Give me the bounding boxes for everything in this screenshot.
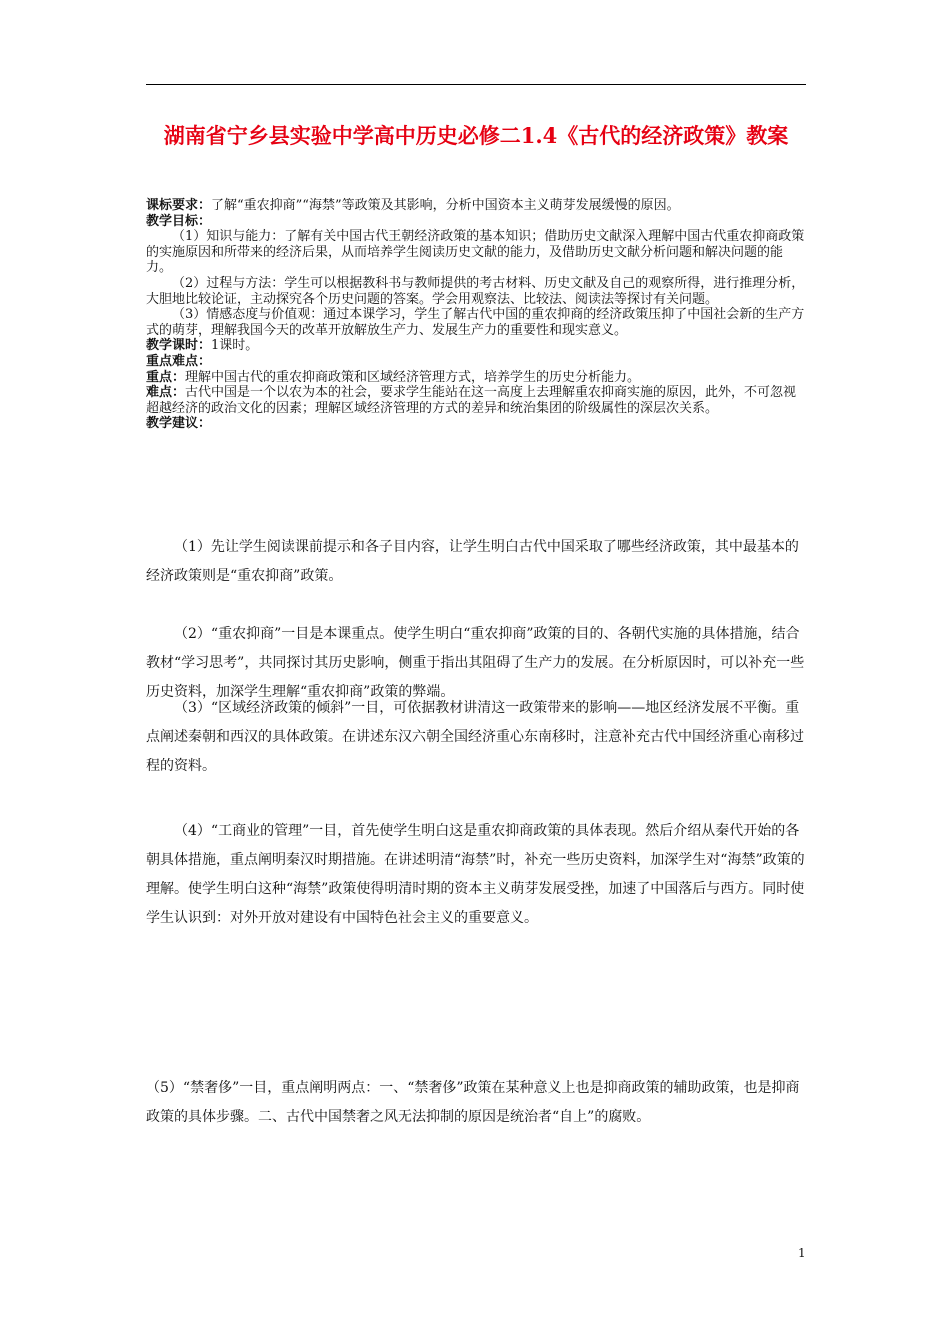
suggestion-item-4: （4）“工商业的管理”一目，首先使学生明白这是重农抑商政策的具体表现。然后介绍从秦代开始的各朝具体措施，重点阐明秦汉时期措施。在讲述明清“海禁”时，补充一些历史资料，加深学生对“海禁”政策的理解。使学生明白这种“海禁”政策使得明清时期的资本主义萌芽发展受挫，加速了中国落后与西方。同时使学生认识到：对外开放对建设有中国特色社会主义的重要意义。: [146, 823, 805, 926]
hours-text: 1课时。: [211, 338, 259, 354]
goal-item-process: （2）过程与方法：学生可以根据教科书与教师提供的考古材料、历史文献及自己的观察所得，进行推理分析，大胆地比较论证，主动探究各个历史问题的答案。学会用观察法、比较法、阅读法等探讨有关问题。: [146, 275, 805, 307]
difficulty-heading: 重点难点：: [146, 353, 212, 369]
curriculum-text: 了解“重农抑商”“海禁”等政策及其影响，分析中国资本主义萌芽发展缓慢的原因。: [211, 198, 680, 213]
hours-label: 教学课时：: [146, 338, 212, 354]
suggestion-item-1: （1）先让学生阅读课前提示和各子目内容，让学生明白古代中国采取了哪些经济政策，其中最基本的经济政策则是“重农抑商”政策。: [146, 539, 799, 584]
hard-point-label: 难点：: [146, 385, 186, 401]
hard-point: [146, 385, 808, 416]
teaching-hours: [146, 338, 808, 354]
curriculum-label: 课标要求：: [146, 198, 212, 213]
hard-point-text: 古代中国是一个以农为本的社会，要求学生能站在这一高度上去理解重农抑商实施的原因，此外，不可忽视超越经济的政治文化的因素；理解区域经济管理的方式的差异和统治集团的阶级属性的深层次关系。: [146, 385, 797, 416]
document-title: 湖南省宁乡县实验中学高中历史必修二1.4《古代的经济政策》教案: [163, 123, 789, 148]
suggestion-item-5: （5）“禁奢侈”一目，重点阐明两点：一、“禁奢侈”政策在某种意义上也是抑商政策的辅助政策，也是抑商政策的具体步骤。二、古代中国禁奢之风无法抑制的原因是统治者“自上”的腐败。: [146, 1080, 800, 1125]
suggestion-item-3: （3）“区域经济政策的倾斜”一目，可依据教材讲清这一政策带来的影响——地区经济发展不平衡。重点阐述秦朝和西汉的具体政策。在讲述东汉六朝全国经济重心东南移时，注意补充古代中国经济重心南移过程的资料。: [146, 700, 804, 774]
goals-heading: 教学目标：: [146, 213, 212, 229]
page-number: 1: [798, 1246, 806, 1260]
header-rule: [146, 84, 806, 85]
goal-item-attitude: （3）情感态度与价值观：通过本课学习，学生了解古代中国的重农抑商的经济政策压抑了中国社会新的生产方式的萌芽，理解我国今天的改革开放解放生产力、发展生产力的重要性和现实意义。: [146, 307, 805, 338]
key-point: [146, 370, 808, 386]
suggestion-item-2: （2）“重农抑商”一目是本课重点。使学生明白“重农抑商”政策的目的、各朝代实施的具体措施，结合教材“学习思考”，共同探讨其历史影响，侧重于指出其阻碍了生产力的发展。在分析原因时，可以补充一些历史资料，加深学生理解“重农抑商”政策的弊端。: [146, 626, 805, 700]
suggestions-heading: 教学建议：: [146, 416, 212, 432]
curriculum-requirement: [146, 198, 808, 214]
meta-section: [146, 198, 808, 432]
goal-item-knowledge: （1）知识与能力：了解有关中国古代王朝经济政策的基本知识；借助历史文献深入理解中国古代重农抑商政策的实施原因和所带来的经济后果，从而培养学生阅读历史文献的能力，及借助历史文献分析问题和解决问题的能力。: [146, 229, 805, 276]
key-point-label: 重点：: [146, 369, 186, 385]
key-point-text: 理解中国古代的重农抑商政策和区域经济管理方式，培养学生的历史分析能力。: [185, 369, 641, 385]
